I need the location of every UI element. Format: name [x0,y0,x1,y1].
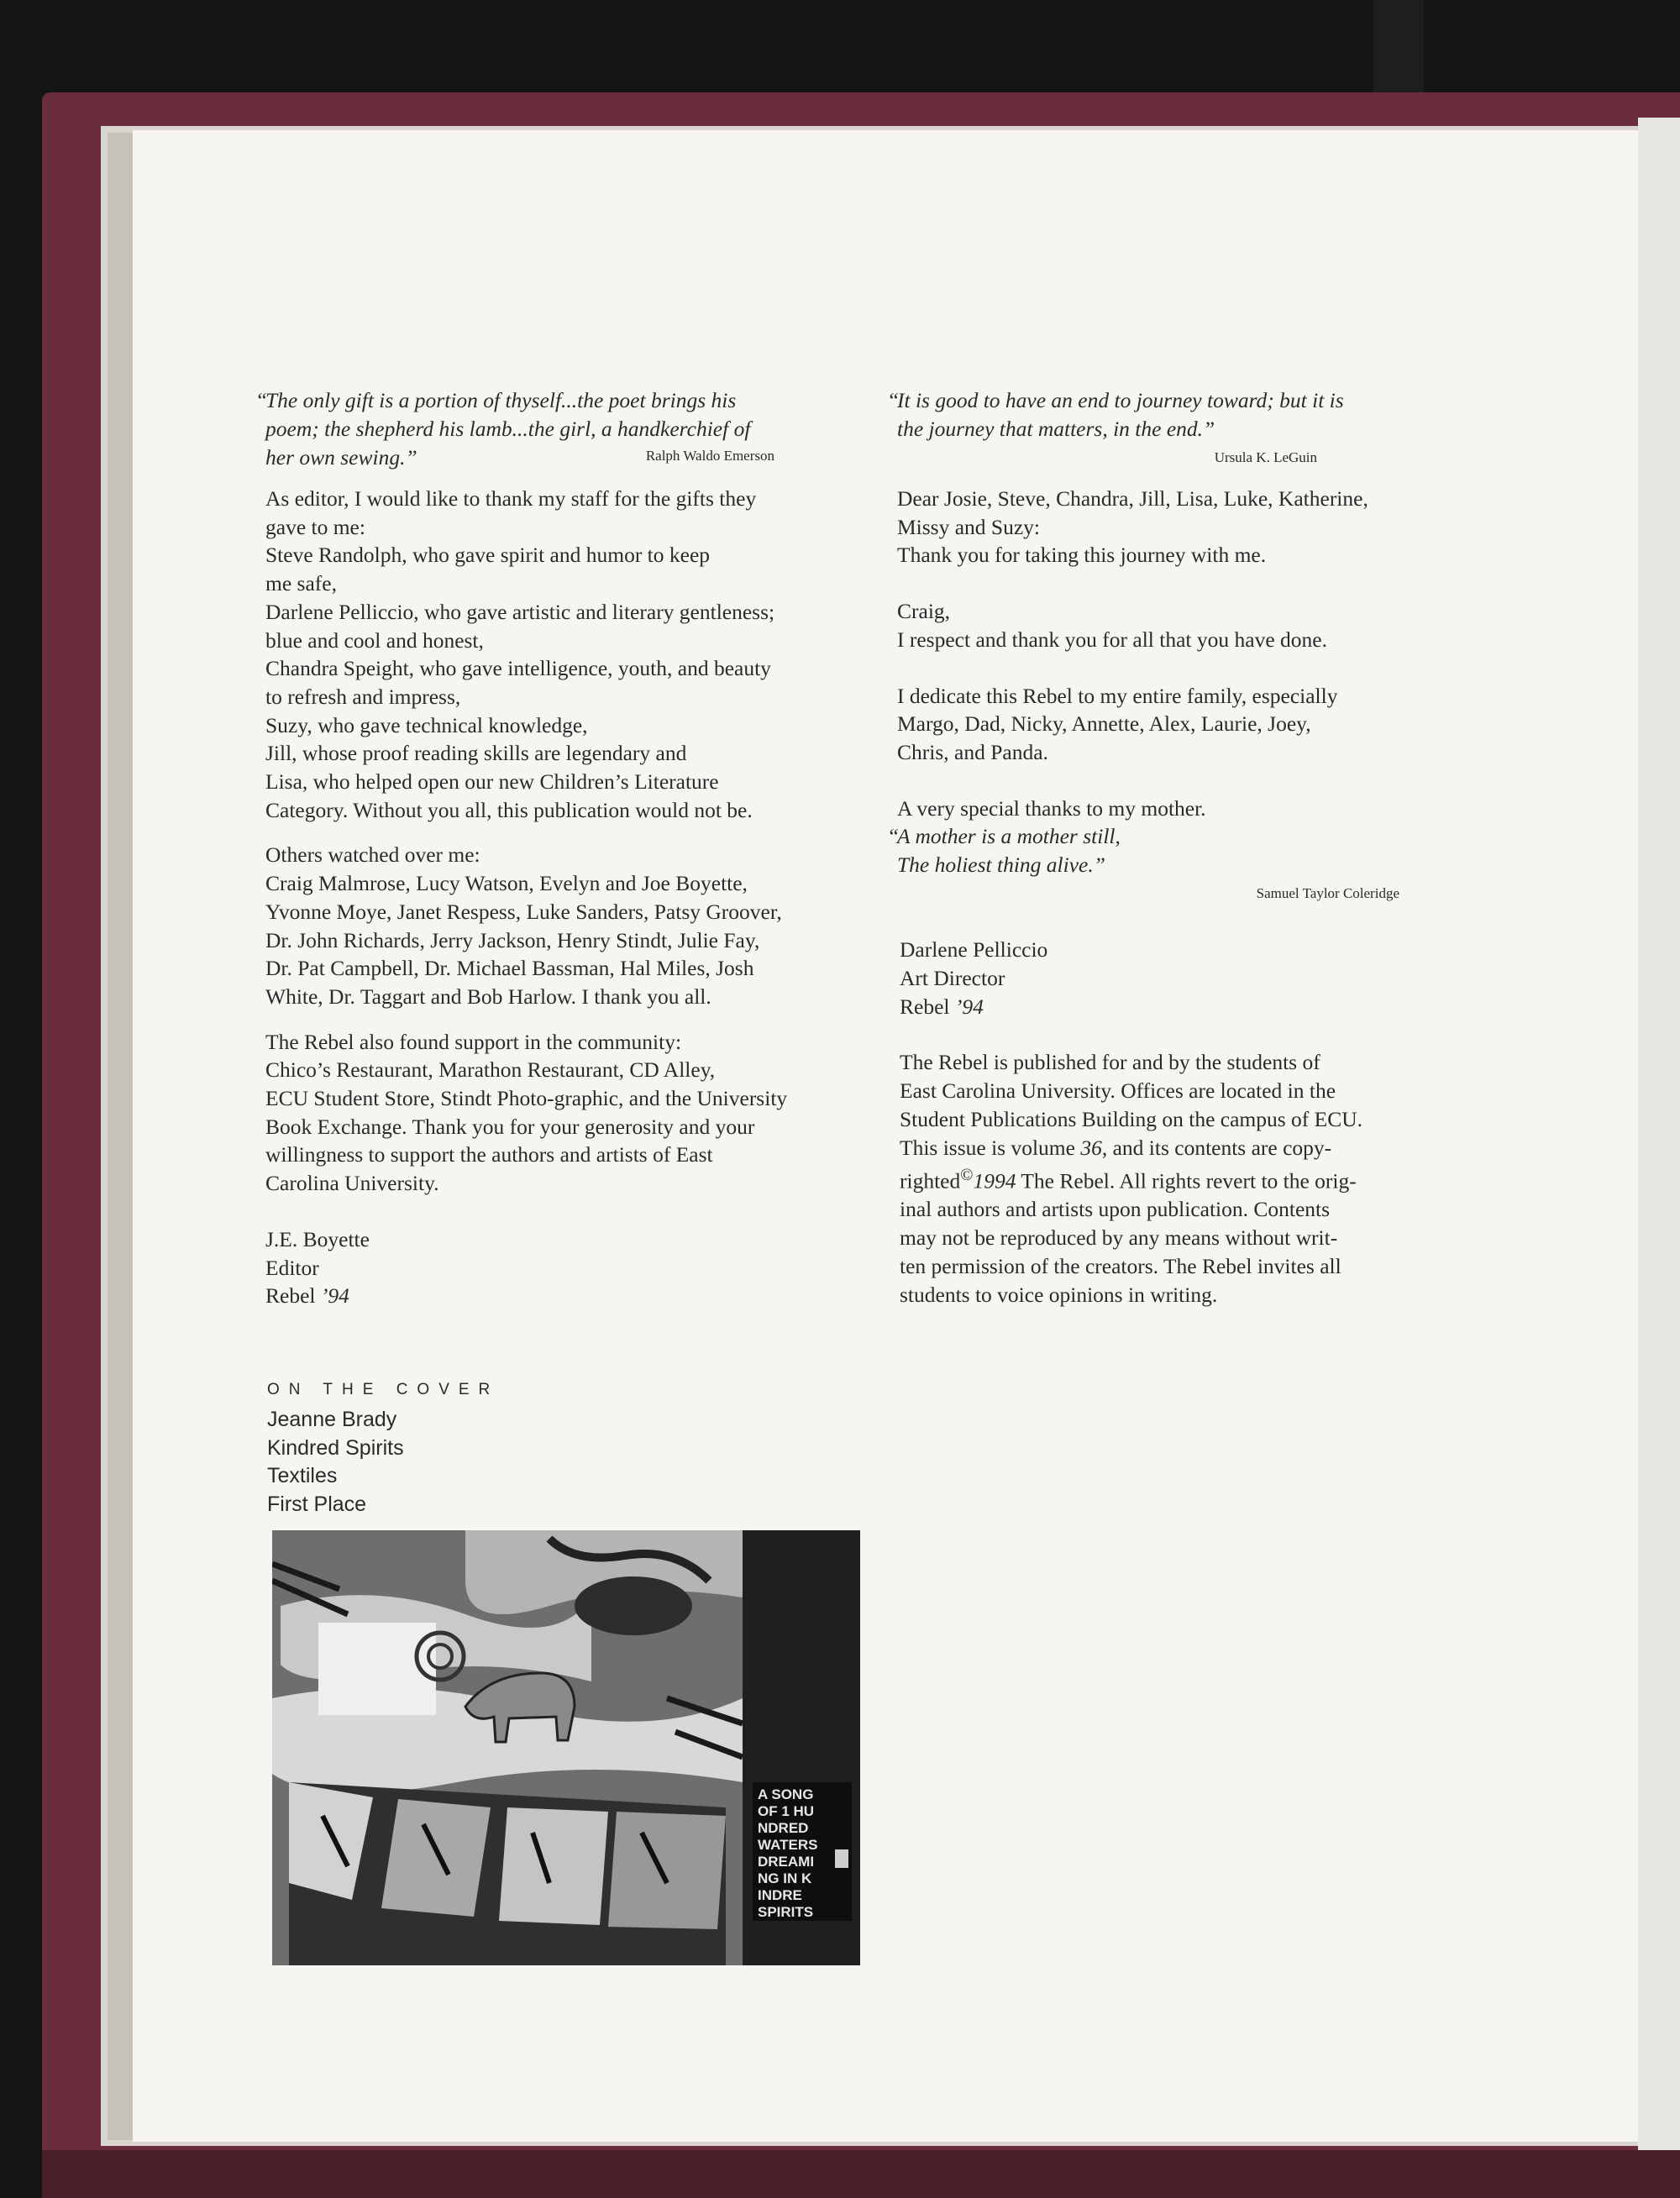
text-line: Craig, [897,599,951,624]
text-line: A very special thanks to my mother. [897,795,1206,821]
open-quote-mark: “ [887,824,900,849]
epigraph-attribution: Ursula K. LeGuin [1214,449,1317,465]
text-line: Dear Josie, Steve, Chandra, Jill, Lisa, Luke, Katherine, [897,486,1368,511]
copyright-symbol: © [960,1166,974,1185]
text-line: Steve Randolph, who gave spirit and humor to keep [265,543,711,568]
text-line: Margo, Dad, Nicky, Annette, Alex, Laurie, Joey, [897,711,1311,737]
cover-title: Kindred Spirits [267,1435,404,1460]
artwork-text-line: DREAMI [758,1854,815,1870]
community-paragraph [265,1028,870,1198]
text-line: Lisa, who helped open our new Children’s Literature [265,769,719,795]
text-line: blue and cool and honest, [265,627,484,653]
signature-role: Editor [265,1255,319,1280]
artwork-text-line: INDRE [758,1887,802,1903]
cover-heading: ON THE COVER [267,1381,500,1398]
text-line: East Carolina University. Offices are located in the [900,1078,1336,1104]
epigraph-line: It is good to have an end to journey toward; but it is [897,388,1344,412]
artwork-text-line: NDRED [758,1820,809,1836]
mother-paragraph [887,795,1443,909]
text-line: gave to me: [265,514,365,539]
text-line: Darlene Pelliccio, who gave artistic and literary gentleness; [265,599,775,624]
text-line: Suzy, who gave technical knowledge, [265,712,588,737]
right-column [887,386,1443,1309]
text-line: I dedicate this Rebel to my entire family, especially [897,683,1338,708]
epigraph-line: poem; the shepherd his lamb...the girl, a handkerchief of [265,417,751,441]
text-line: Category. Without you all, this publication would not be. [265,797,753,822]
text-line: Carolina University. [265,1171,439,1196]
text-fragment: righted [900,1168,961,1193]
dedication-paragraph [897,682,1443,767]
text-line: ten permission of the creators. The Rebel invites all [900,1253,1341,1278]
text-line: willingness to support the authors and artists of East [265,1142,713,1167]
book-cover-bottom-edge [42,2150,1680,2198]
text-line: inal authors and artists upon publication. Contents [900,1197,1331,1222]
text-line: Student Publications Building on the campus of ECU. [900,1106,1363,1131]
open-quote-mark: “ [887,388,900,412]
text-line: Dr. John Richards, Jerry Jackson, Henry Stindt, Julie Fay, [265,927,760,952]
signature-name: J.E. Boyette [265,1226,370,1251]
open-quote-mark: “ [255,388,268,412]
text-line: may not be reproduced by any means without writ- [900,1225,1338,1251]
publication-name: Rebel [900,994,950,1019]
cover-credit [267,1381,855,1519]
text-line [900,1162,1443,1195]
quilt-artwork-illustration [272,1530,860,1965]
cover-category: Textiles [267,1464,338,1487]
emerson-epigraph [255,386,870,472]
text-line: Chandra Speight, who gave intelligence, youth, and beauty [265,656,771,681]
text-line: The Rebel is published for and by the students of [900,1050,1320,1075]
signature-publication [900,993,1443,1021]
text-line: to refresh and impress, [265,684,461,709]
signature-role: Art Director [900,966,1005,991]
text-fragment: The Rebel. All rights revert to the orig- [1016,1168,1357,1193]
art-director-signature [897,936,1443,1020]
signature-name: Darlene Pelliccio [900,937,1048,963]
artwork-text-line: WATERS [758,1837,818,1853]
quote-line: A mother is a mother still, [897,824,1121,849]
signature-publication [265,1282,870,1310]
text-line: Jill, whose proof reading skills are legendary and [265,741,687,766]
text-line: Craig Malmrose, Lucy Watson, Evelyn and Joe Boyette, [265,871,748,896]
text-line: Missy and Suzy: [897,514,1041,539]
text-line: Others watched over me: [265,842,480,868]
text-line: Yvonne Moye, Janet Respess, Luke Sanders, Patsy Groover, [265,899,782,924]
others-paragraph [265,841,870,1010]
epigraph-line: her own sewing.” [265,445,417,470]
volume-number: 36 [1080,1135,1102,1160]
text-line: The Rebel also found support in the community: [265,1029,682,1054]
leguin-epigraph [887,386,1443,472]
publication-name: Rebel [265,1283,316,1309]
cover-artist: Jeanne Brady [267,1408,397,1431]
text-line: White, Dr. Taggart and Bob Harlow. I thank you all. [265,984,711,1009]
artwork-text-line: A SONG [758,1786,814,1802]
text-line: Chico’s Restaurant, Marathon Restaurant, CD Alley, [265,1057,716,1083]
text-fragment: , and its contents are copy- [1101,1135,1332,1160]
publication-year: ’94 [954,994,984,1019]
text-line: Chris, and Panda. [897,739,1048,764]
left-column [255,386,870,1310]
copyright-year: 1994 [973,1168,1016,1193]
text-line: Book Exchange. Thank you for your generosity and your [265,1114,755,1139]
cover-award: First Place [267,1492,367,1516]
text-fragment: This issue is volume [900,1135,1081,1160]
epigraph-attribution: Ralph Waldo Emerson [645,448,774,464]
text-line: Thank you for taking this journey with me. [897,543,1267,568]
staff-thanks-paragraph [897,485,1443,569]
editor-thanks-paragraph [265,485,870,824]
text-line: As editor, I would like to thank my staff for the gifts they [265,486,757,511]
cover-artwork-photo [272,1530,860,1965]
text-line: ECU Student Store, Stindt Photo-graphic, and the University [265,1086,788,1111]
text-line [900,1134,1443,1162]
editor-signature [265,1225,870,1310]
publication-year: ’94 [320,1283,349,1309]
colophon [897,1048,1443,1309]
artwork-text-line: SPIRITS [758,1904,814,1920]
text-line: students to voice opinions in writing. [900,1282,1218,1307]
text-line: me safe, [265,571,337,596]
text-line: Dr. Pat Campbell, Dr. Michael Bassman, Hal Miles, Josh [265,956,754,981]
coleridge-quote [887,822,1443,908]
quote-attribution: Samuel Taylor Coleridge [1256,885,1399,902]
text-line: I respect and thank you for all that you have done. [897,627,1327,652]
epigraph-line: The only gift is a portion of thyself...the poet brings his [265,388,737,412]
quote-line: The holiest thing alive.” [897,852,1105,878]
artwork-text-line: OF 1 HU [758,1803,815,1819]
artwork-text-line: NG IN K [758,1870,812,1886]
epigraph-line: the journey that matters, in the end.” [897,417,1215,441]
craig-paragraph [897,597,1443,653]
page-fore-edge [1638,118,1680,2150]
